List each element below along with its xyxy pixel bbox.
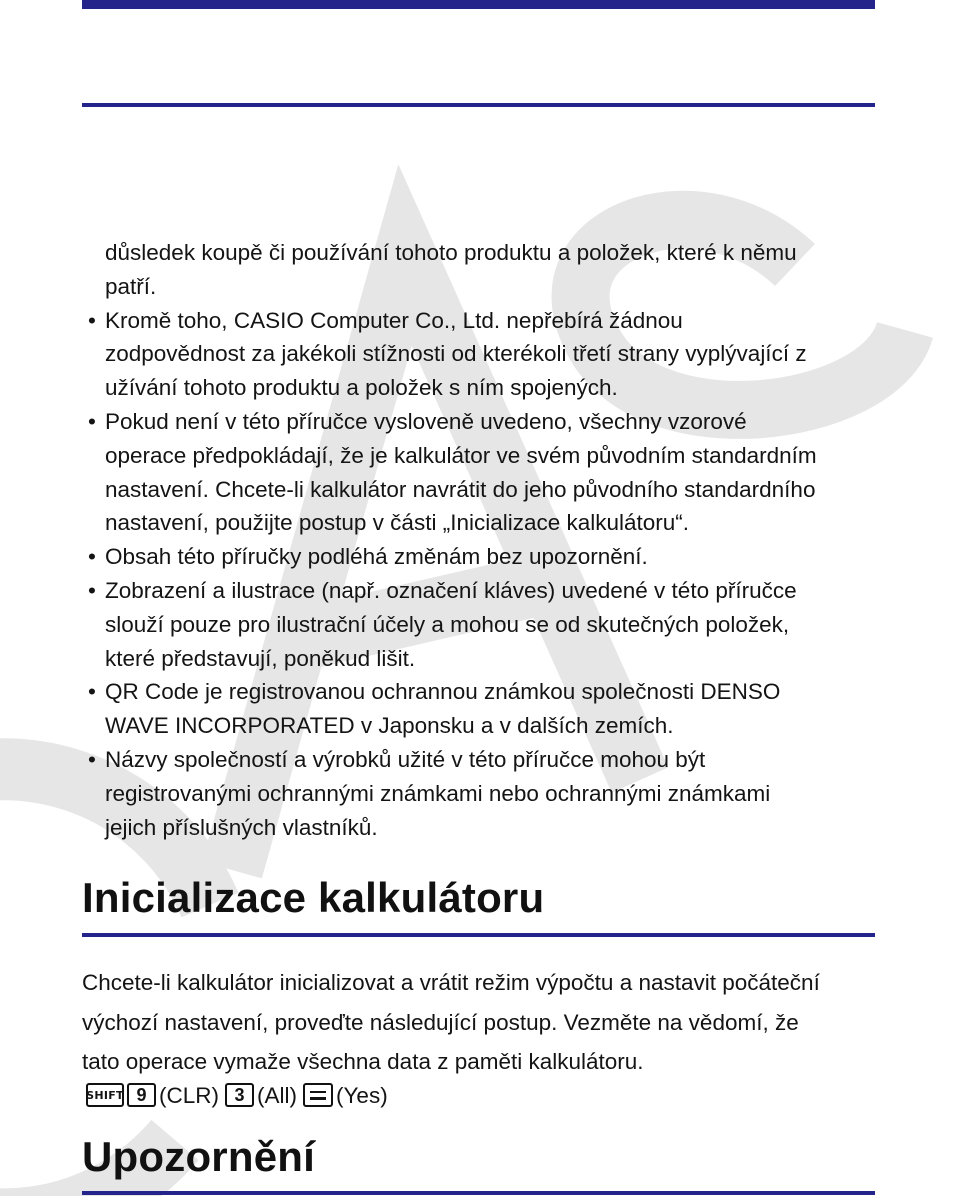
bullet-item	[82, 675, 882, 743]
bullet-dot-icon: •	[88, 679, 96, 705]
bullet-line: WAVE INCORPORATED v Japonsku a v dalších zemích.	[105, 713, 674, 739]
bullet-item	[82, 574, 882, 675]
bullet-line: registrovanými ochrannými známkami nebo ochrannými známkami	[105, 780, 771, 806]
bullet-item	[82, 540, 882, 574]
bullet-line: operace předpokládají, že je kalkulátor ve svém původním standardním	[105, 442, 817, 468]
paragraph-line: výchozí nastavení, proveďte následující postup. Vezměte na vědomí, že	[82, 1009, 799, 1035]
bullet-line: Pokud není v této příručce vysloveně uvedeno, všechny vzorové	[105, 408, 747, 434]
key-9-icon: 9	[127, 1083, 156, 1107]
bullet-item	[82, 304, 882, 405]
bullet-dot-icon: •	[88, 544, 96, 570]
header-rule	[82, 103, 875, 107]
top-rule	[82, 0, 875, 9]
bullet-dot-icon: •	[88, 307, 96, 333]
bullet-line: užívání tohoto produktu a položek s ním spojených.	[105, 375, 618, 401]
bullet-item	[82, 236, 882, 304]
bullet-line: Zobrazení a ilustrace (např. označení kláves) uvedené v této příručce	[105, 577, 797, 603]
bullet-item	[82, 743, 882, 844]
key-3-icon: 3	[225, 1083, 254, 1107]
section-rule-initialization	[82, 933, 875, 937]
section-title-caution: Upozornění	[82, 1133, 315, 1180]
bullet-item	[82, 405, 882, 540]
notice-bullet-list	[82, 236, 882, 844]
bullet-line: zodpovědnost za jakékoli stížnosti od kterékoli třetí strany vyplývající z	[105, 341, 807, 367]
section-rule-caution	[82, 1191, 875, 1195]
bullet-line: Obsah této příručky podléhá změnám bez upozornění.	[105, 544, 648, 570]
bullet-dot-icon: •	[88, 408, 96, 434]
key-function-label: (Yes)	[336, 1082, 388, 1108]
initialization-paragraph	[82, 963, 882, 1115]
bullet-line: nastavení, použijte postup v části „Inicializace kalkulátoru“.	[105, 510, 690, 536]
bullet-line: které představují, poněkud lišit.	[105, 645, 416, 671]
key-shift-icon: SHIFT	[86, 1083, 124, 1107]
bullet-line: Kromě toho, CASIO Computer Co., Ltd. nepřebírá žádnou	[105, 307, 683, 333]
bullet-dot-icon: •	[88, 746, 96, 772]
paragraph-line: tato operace vymaže všechna data z paměti kalkulátoru.	[82, 1049, 644, 1074]
section-title-initialization: Inicializace kalkulátoru	[82, 874, 545, 921]
key-function-label: (CLR)	[159, 1082, 219, 1108]
bullet-line: nastavení. Chcete-li kalkulátor navrátit do jeho původního standardního	[105, 476, 816, 502]
bullet-line: důsledek koupě či používání tohoto produktu a položek, které k němu	[105, 240, 797, 265]
bullet-line: QR Code je registrovanou ochrannou známkou společnosti DENSO	[105, 679, 781, 705]
key-function-label: (All)	[257, 1082, 297, 1108]
key-equals-icon	[303, 1083, 333, 1107]
bullet-line: slouží pouze pro ilustrační účely a mohou se od skutečných položek,	[105, 611, 790, 637]
bullet-line: jejich příslušných vlastníků.	[105, 814, 378, 840]
paragraph-line: Chcete-li kalkulátor inicializovat a vrátit režim výpočtu a nastavit počáteční	[82, 970, 820, 995]
bullet-line: patří.	[105, 273, 157, 299]
bullet-line: Názvy společností a výrobků užité v této příručce mohou být	[105, 746, 706, 772]
bullet-dot-icon: •	[88, 577, 96, 603]
